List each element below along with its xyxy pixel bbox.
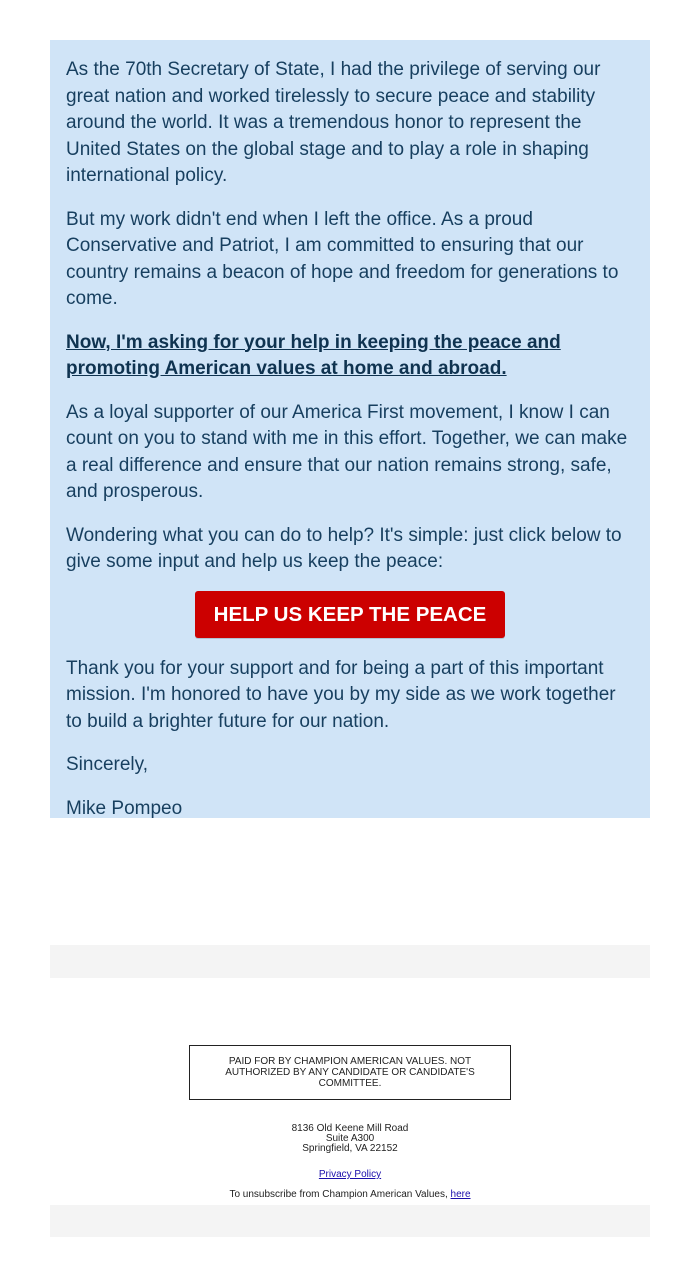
paragraph-work-continues: But my work didn't end when I left the office. As a proud Conservative and Patriot, I am committed to ensuring that our country remains a beacon of hope and freedom for generations to come. [66, 208, 619, 309]
address-city: Springfield, VA 22152 [302, 1143, 398, 1154]
footer-divider-top [50, 945, 650, 978]
paragraph-intro: As the 70th Secretary of State, I had the privilege of serving our great nation and worked tirelessly to secure peace and stability around the world. It was a tremendous honor to represent the United States on the global stage and to play a role in shaping international policy. [66, 59, 601, 186]
closing: Sincerely, [66, 754, 149, 775]
mailing-address [50, 1124, 650, 1154]
paid-for-disclaimer: PAID FOR BY CHAMPION AMERICAN VALUES. NOT AUTHORIZED BY ANY CANDIDATE OR CANDIDATE'S COMMITTEE. [189, 1045, 511, 1100]
help-keep-peace-button[interactable]: HELP US KEEP THE PEACE [195, 591, 505, 638]
unsubscribe-text: To unsubscribe from Champion American Values, [229, 1189, 448, 1200]
footer-divider-bottom [50, 1205, 650, 1237]
paragraph-supporter: As a loyal supporter of our America First movement, I know I can count on you to stand with me in this effort. Together, we can make a real difference and ensure that our nation remains strong, safe, and prosperous. [66, 401, 628, 502]
letter-body [50, 40, 650, 818]
unsubscribe-row [50, 1189, 650, 1201]
privacy-policy-link[interactable]: Privacy Policy [318, 1169, 382, 1180]
cta-container [66, 591, 634, 638]
paragraph-how-to-help: Wondering what you can do to help? It's simple: just click below to give some input and help us keep the peace: [66, 524, 622, 572]
privacy-row [50, 1169, 650, 1181]
unsubscribe-link[interactable]: here [450, 1189, 471, 1200]
callout-ask: Now, I'm asking for your help in keeping the peace and promoting American values at home and abroad. [66, 331, 561, 379]
signature: Mike Pompeo [66, 797, 183, 819]
paragraph-thank-you: Thank you for your support and for being a part of this important mission. I'm honored to have you by my side as we work together to build a brighter future for our nation. [66, 657, 616, 732]
address-street: 8136 Old Keene Mill Road [291, 1123, 409, 1134]
address-suite: Suite A300 [325, 1133, 375, 1144]
